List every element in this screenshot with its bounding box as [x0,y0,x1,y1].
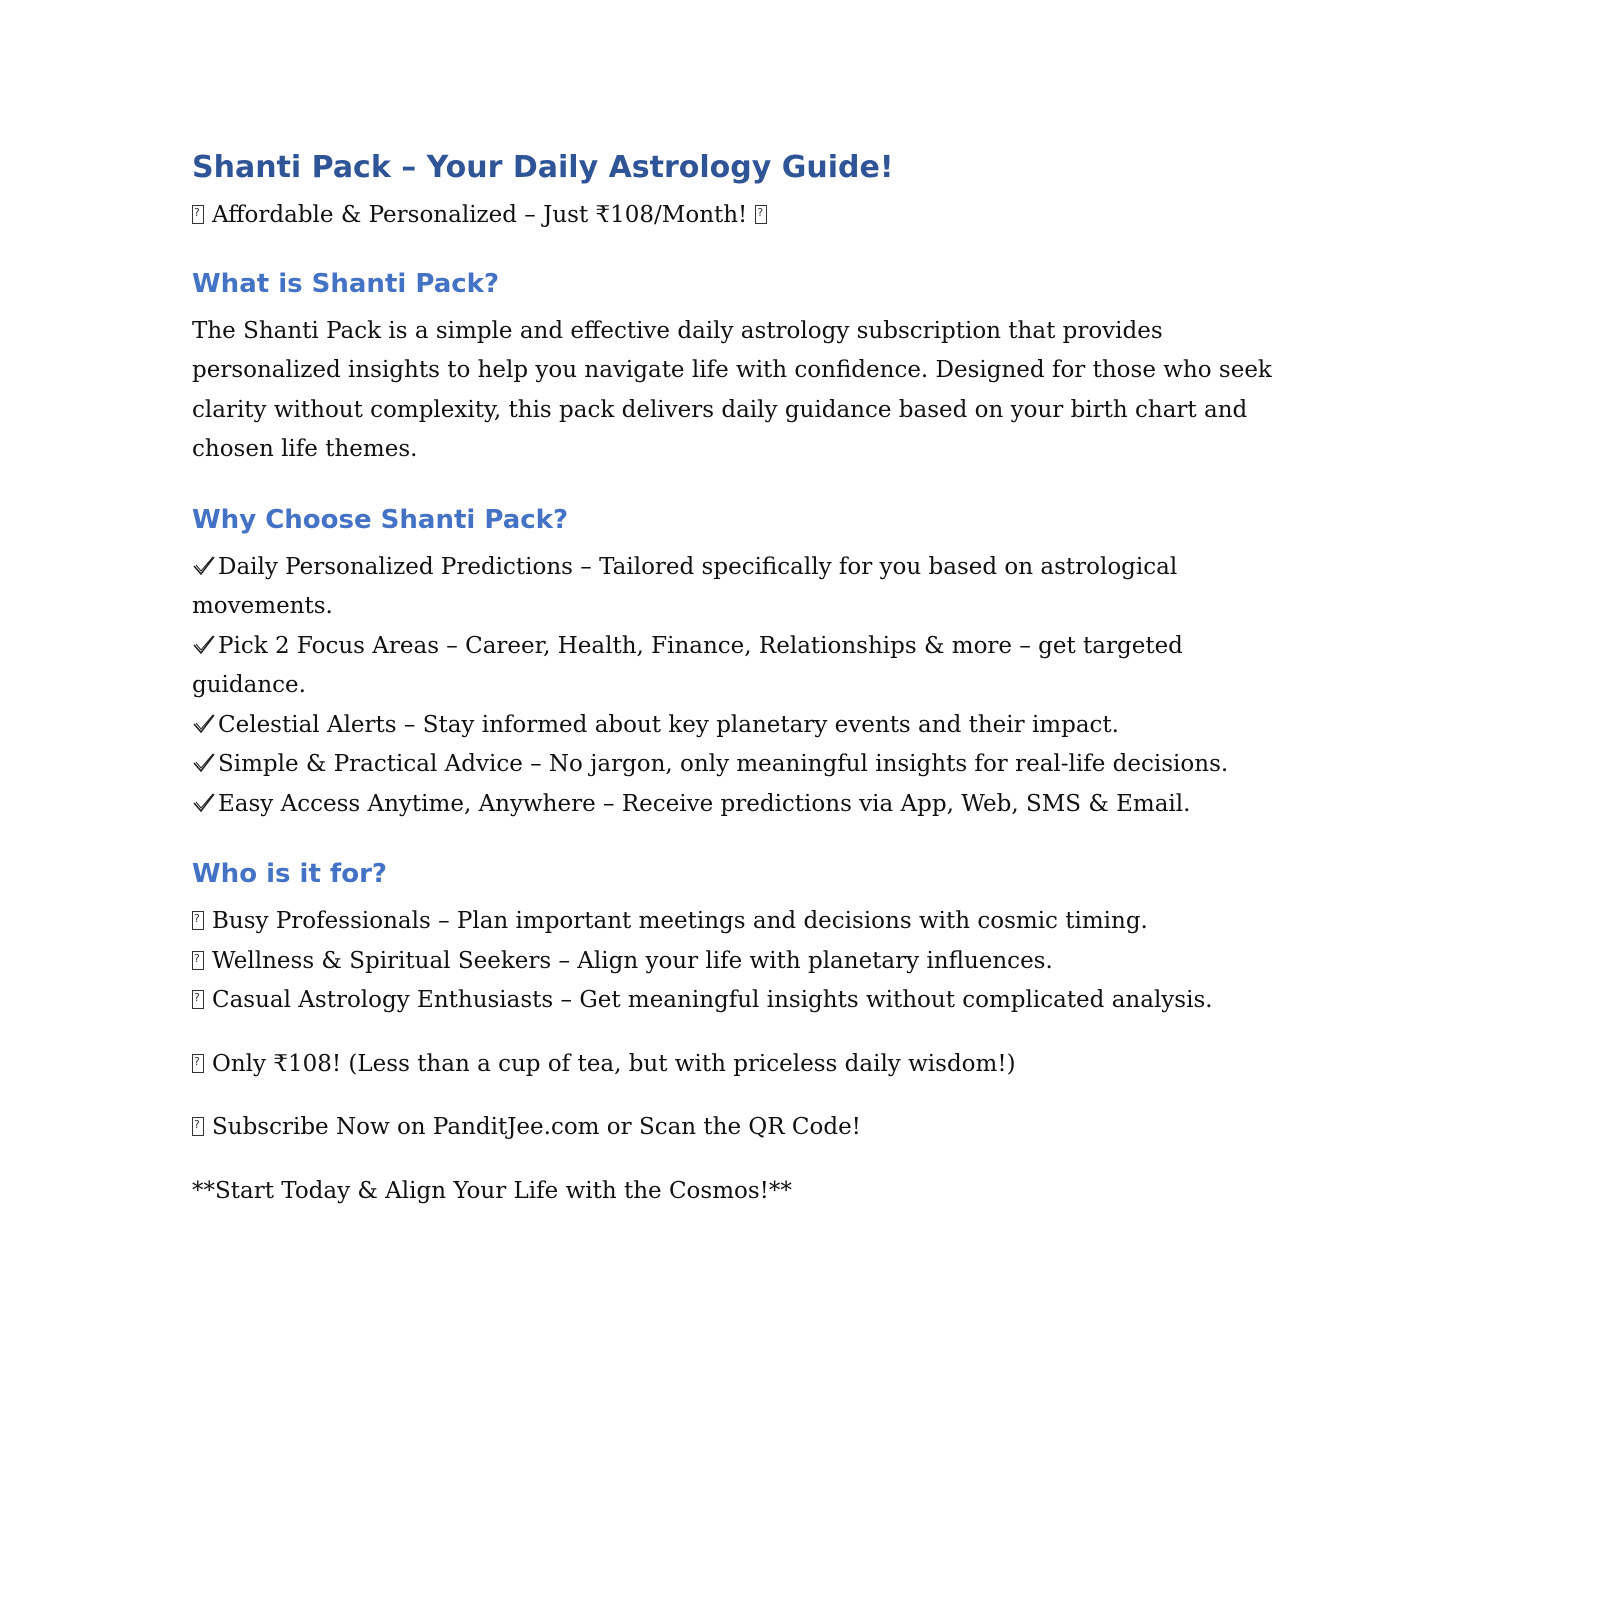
missing-glyph-icon [192,911,204,930]
tagline-text: Affordable & Personalized – Just ₹108/Month! [212,202,748,228]
list-item-continuation: guidance. [192,672,306,698]
list-item [192,902,1372,942]
paragraph-line: The Shanti Pack is a simple and effective daily astrology subscription that provides [192,317,1163,344]
missing-glyph-icon [192,205,204,224]
section-heading-why: Why Choose Shanti Pack? [192,504,569,535]
check-mark-icon [192,791,216,815]
list-item-text: Pick 2 Focus Areas – Career, Health, Finance, Relationships & more – get targeted [218,632,1183,659]
check-mark-icon [192,751,216,775]
paragraph-line: chosen life themes. [192,436,418,462]
list-item-text: Simple & Practical Advice – No jargon, only meaningful insights for real-life decisions. [218,751,1229,777]
price-line [192,1045,1372,1085]
list-item-text: Easy Access Anytime, Anywhere – Receive predictions via App, Web, SMS & Email. [218,790,1191,817]
closing-line: **Start Today & Align Your Life with the Cosmos!** [192,1177,792,1204]
paragraph-line: personalized insights to help you navigate life with confidence. Designed for those who seek [192,357,1272,383]
missing-glyph-icon [192,1054,204,1073]
tagline [192,196,1372,236]
list-item-text: Casual Astrology Enthusiasts – Get meaningful insights without complicated analysis. [212,987,1213,1013]
list-item-text: Wellness & Spiritual Seekers – Align your life with planetary influences. [212,947,1053,974]
missing-glyph-icon [755,205,767,224]
check-mark-icon [192,554,216,578]
missing-glyph-icon [192,951,204,970]
paragraph-line: clarity without complexity, this pack delivers daily guidance based on your birth chart and [192,396,1248,423]
price-line-text: Only ₹108! (Less than a cup of tea, but with priceless daily wisdom!) [212,1050,1016,1077]
check-mark-icon [192,712,216,736]
document-title: Shanti Pack – Your Daily Astrology Guide! [192,150,894,185]
who-list [192,902,1372,1021]
list-item [192,745,1372,785]
list-item-text: Celestial Alerts – Stay informed about key planetary events and their impact. [218,711,1119,738]
list-item [192,785,1372,825]
list-item-text: Daily Personalized Predictions – Tailored specifically for you based on astrological [218,553,1178,580]
subscribe-line [192,1108,1372,1148]
list-item-text: Busy Professionals – Plan important meetings and decisions with cosmic timing. [212,908,1148,934]
list-item [192,981,1372,1021]
check-mark-icon [192,633,216,657]
why-list [192,548,1372,825]
missing-glyph-icon [192,990,204,1009]
document-page [192,148,1372,1211]
list-item [192,548,1372,588]
list-item [192,706,1372,746]
section-heading-who: Who is it for? [192,859,388,889]
what-paragraph [192,312,1372,470]
list-item [192,942,1372,982]
list-item [192,627,1372,667]
missing-glyph-icon [192,1117,204,1136]
subscribe-line-text: Subscribe Now on PanditJee.com or Scan the QR Code! [212,1114,861,1140]
section-heading-what: What is Shanti Pack? [192,268,500,299]
list-item-continuation: movements. [192,593,333,619]
